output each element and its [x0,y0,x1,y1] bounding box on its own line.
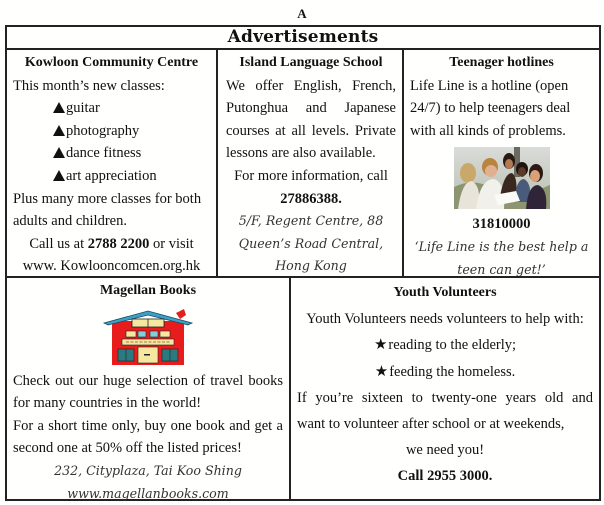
website-link[interactable]: www.magellanbooks.com [67,485,229,501]
ad-more-text: Plus many more classes for both adults and children. [13,190,202,230]
address-line: 5/F, Regent Centre, 88 [238,213,384,229]
ad-body-line: If you’re sixteen to twenty-one years old and [297,389,593,406]
ad-body-line: we need you! [405,442,485,459]
class-label: photography [66,122,140,139]
class-label: dance fitness [66,145,142,162]
volunteer-task: feeding the homeless. [389,363,516,380]
advertisements-table [5,25,601,501]
ad-body: Life Line is a hotline (open 24/7) to help teenagers deal with all kinds of problems. [410,77,571,139]
address-line: 232, Cityplaza, Tai Koo Shing [54,462,242,478]
triangle-icon [53,170,65,181]
list-item [297,332,593,358]
triangle-icon [53,125,65,136]
ad-kowloon-community-centre [7,50,218,276]
ad-youth-volunteers [291,278,599,499]
triangle-icon [53,102,65,113]
section-label: A [297,6,307,21]
address-line: Hong Kong [275,258,347,274]
list-item [53,165,210,188]
call-prefix: Call us at [29,235,85,252]
ad-island-language-school [218,50,404,276]
list-item [53,142,210,165]
list-item [53,97,210,120]
quote-line: ‘Life Line is the best help a [414,238,589,254]
ad-title: Kowloon Community Centre [24,55,199,70]
call-suffix: or visit [152,235,194,252]
triangle-icon [53,147,65,158]
phone-number: 2788 2200 [87,235,150,252]
list-item [297,359,593,385]
class-list [13,97,210,187]
class-label: guitar [66,100,100,117]
call-to-action: Call 2955 3000. [397,468,493,485]
star-icon: ★ [374,363,389,380]
ad-info: For more information, call [234,167,388,184]
ad-title: Magellan Books [99,283,197,298]
ad-body-line: want to volunteer after school or at weekends, [297,416,565,433]
ad-intro: This month’s new classes: [13,77,165,94]
list-item [53,120,210,143]
ad-intro: Youth Volunteers needs volunteers to help with: [306,311,584,328]
ad-body: We offer English, French, Putonghua and Japanese courses at all levels. Private lessons are also available. [226,77,396,162]
address-line: Queen’s Road Central, [238,235,384,251]
ad-offer: For a short time only, buy one book and get a second one at 50% off the listed prices! [13,417,283,457]
ad-body: Check out our huge selection of travel books for many countries in the world! [13,372,283,412]
ad-magellan-books [7,278,291,499]
ad-contact [13,233,210,256]
ad-title: Youth Volunteers [393,285,497,300]
ad-teenager-hotlines [404,50,599,276]
page-title: Advertisements [7,27,599,50]
ad-title: Teenager hotlines [449,55,554,70]
phone-number: 27886388. [280,190,342,207]
phone-number: 31810000 [472,216,531,233]
class-label: art appreciation [66,167,157,184]
bookstore-icon [100,307,196,367]
star-icon: ★ [373,337,388,354]
website-link[interactable]: www. Kowlooncomcen.org.hk [22,258,201,275]
teenagers-photo [454,147,550,209]
ad-title: Island Language School [239,55,383,70]
quote-line: teen can get!’ [457,261,546,277]
volunteer-task: reading to the elderly; [388,337,517,354]
